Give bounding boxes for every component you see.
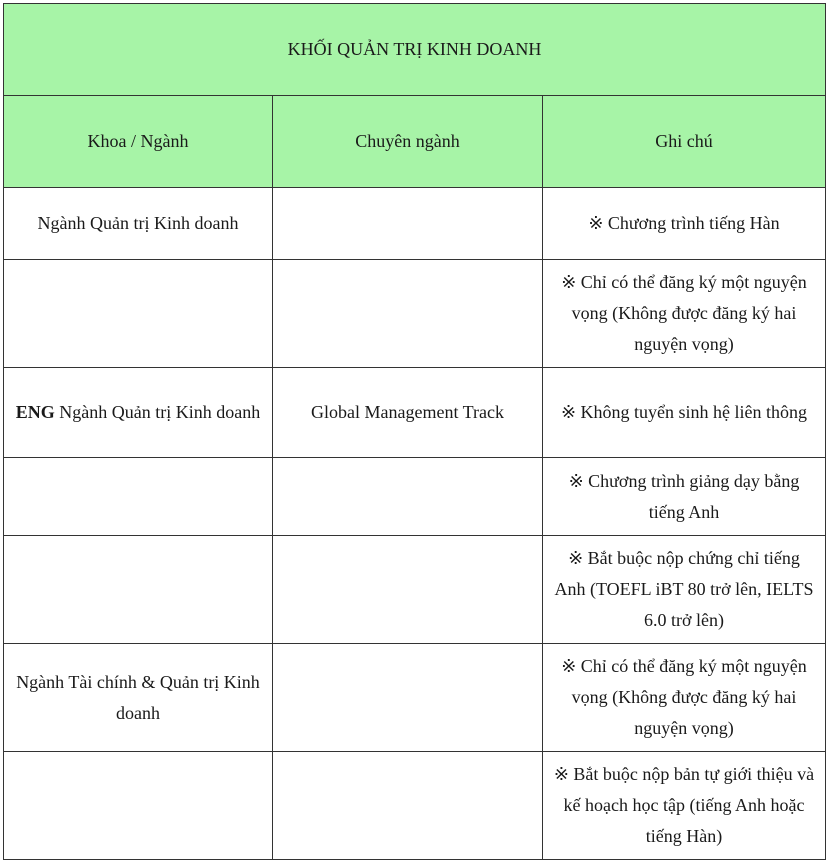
table-row (4, 368, 826, 458)
specialization-cell (273, 536, 543, 644)
table-row (4, 188, 826, 260)
major-name: Ngành Quản trị Kinh doanh (59, 402, 261, 422)
major-cell (4, 260, 273, 368)
admissions-table (3, 3, 826, 860)
note-cell: ※ Chương trình giảng dạy bằng tiếng Anh (543, 458, 826, 536)
major-cell (4, 752, 273, 860)
major-cell (4, 458, 273, 536)
major-cell (4, 188, 273, 260)
specialization-cell: Global Management Track (273, 368, 543, 458)
table-title: KHỐI QUẢN TRỊ KINH DOANH (4, 4, 826, 96)
table-title-row (4, 4, 826, 96)
major-name: Ngành Tài chính & Quản trị Kinh doanh (16, 671, 260, 723)
table-row (4, 458, 826, 536)
specialization-cell (273, 644, 543, 752)
column-header-specialization: Chuyên ngành (273, 96, 543, 188)
major-name: Ngành Quản trị Kinh doanh (37, 213, 239, 233)
major-cell (4, 644, 273, 752)
note-cell: ※ Chương trình tiếng Hàn (543, 188, 826, 260)
column-header-major: Khoa / Ngành (4, 96, 273, 188)
table-row (4, 260, 826, 368)
major-cell (4, 368, 273, 458)
table-row (4, 536, 826, 644)
note-cell: ※ Không tuyển sinh hệ liên thông (543, 368, 826, 458)
note-cell: ※ Chỉ có thể đăng ký một nguyện vọng (Không được đăng ký hai nguyện vọng) (543, 644, 826, 752)
note-cell: ※ Chỉ có thể đăng ký một nguyện vọng (Không được đăng ký hai nguyện vọng) (543, 260, 826, 368)
note-cell: ※ Bắt buộc nộp chứng chỉ tiếng Anh (TOEFL iBT 80 trở lên, IELTS 6.0 trở lên) (543, 536, 826, 644)
column-header-row (4, 96, 826, 188)
specialization-cell (273, 260, 543, 368)
table-row (4, 644, 826, 752)
specialization-cell (273, 188, 543, 260)
column-header-note: Ghi chú (543, 96, 826, 188)
specialization-cell (273, 458, 543, 536)
major-prefix: ENG (15, 402, 55, 422)
specialization-cell (273, 752, 543, 860)
table-row (4, 752, 826, 860)
note-cell: ※ Bắt buộc nộp bản tự giới thiệu và kế hoạch học tập (tiếng Anh hoặc tiếng Hàn) (543, 752, 826, 860)
major-cell (4, 536, 273, 644)
